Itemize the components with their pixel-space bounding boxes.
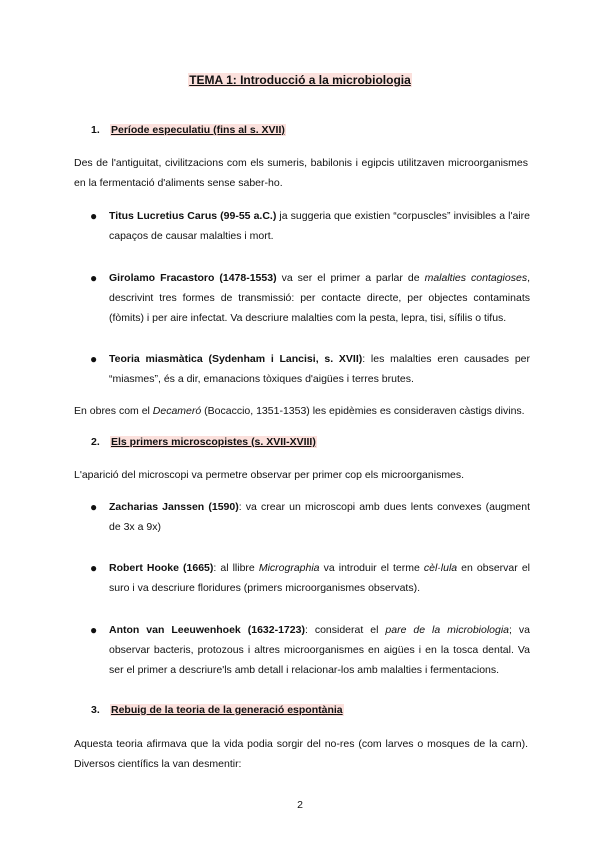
bullet-icon: ● bbox=[90, 561, 98, 575]
bullet-icon: ● bbox=[90, 352, 98, 366]
bullet-icon: ● bbox=[90, 271, 98, 285]
bullet-icon: ● bbox=[90, 209, 98, 223]
bullet-icon: ● bbox=[90, 500, 98, 514]
list-item: ● Titus Lucretius Carus (99-55 a.C.) ja suggeria que existien “corpuscles” invisibles a l'aire capaços de causar malalties i mort. bbox=[90, 206, 530, 246]
list-item: ● Anton van Leeuwenhoek (1632-1723): considerat el pare de la microbiologia; va observar bacteris, protozous i altres microorganismes en aigües i en la tosca dental. Va ser el primer a descriure'ls amb detall i relacionar-los amb malalties i fermentacions. bbox=[90, 620, 530, 680]
list-item: ● Teoria miasmàtica (Sydenham i Lancisi, s. XVII): les malalties eren causades per “miasmes”, és a dir, emanacions tòxiques d'aigües i terres brutes. bbox=[90, 349, 530, 389]
section-1-heading: 1. Període especulatiu (fins al s. XVII) bbox=[91, 124, 285, 136]
section-3-heading: 3. Rebuig de la teoria de la generació espontània bbox=[91, 704, 343, 716]
bullet-icon: ● bbox=[90, 623, 98, 637]
section-2-intro: L'aparició del microscopi va permetre observar per primer cop els microorganismes. bbox=[74, 469, 465, 481]
document-title: TEMA 1: Introducció a la microbiologia bbox=[189, 73, 411, 87]
section-1-intro: Des de l'antiguitat, civilitzacions com els sumeris, babilonis i egipcis utilitzaven microorganismes en la fermentació d'aliments sense saber-ho. bbox=[74, 157, 528, 189]
page-number: 2 bbox=[297, 799, 303, 811]
section-1-closing: En obres com el Decameró (Bocaccio, 1351-1353) les epidèmies es consideraven càstigs divins. bbox=[74, 405, 525, 417]
list-item: ● Zacharias Janssen (1590): va crear un microscopi amb dues lents convexes (augment de 3x a 9x) bbox=[90, 497, 530, 537]
section-3-intro: Aquesta teoria afirmava que la vida podia sorgir del no-res (com larves o mosques de la carn). Diversos científics la van desmentir: bbox=[74, 738, 528, 770]
list-item: ● Girolamo Fracastoro (1478-1553) va ser el primer a parlar de malalties contagioses, descrivint tres formes de transmissió: per contacte directe, per objectes contaminats (fòmits) i per aire infectat. Va descriure malalties com la pesta, lepra, tisi, sífilis o tifus. bbox=[90, 268, 530, 328]
section-2-heading: 2. Els primers microscopistes (s. XVII-XVIII) bbox=[91, 436, 316, 448]
list-item: ● Robert Hooke (1665): al llibre Micrographia va introduir el terme cèl·lula en observar el suro i va descriure floridures (primers microorganismes observats). bbox=[90, 558, 530, 598]
